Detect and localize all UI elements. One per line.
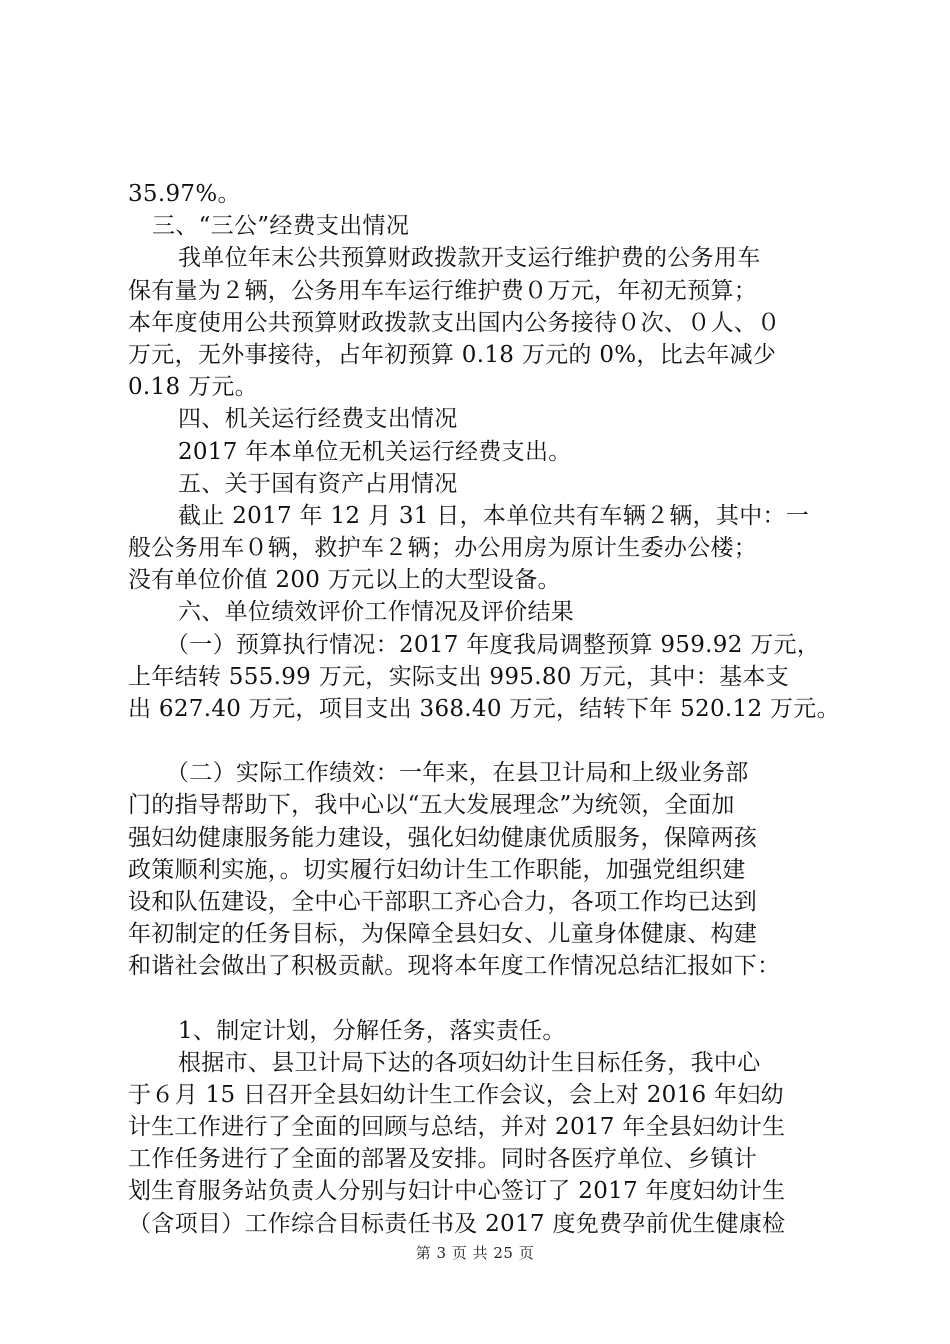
paragraph-line: 2017 年本单位无机关运行经费支出。 xyxy=(178,438,572,465)
paragraph-line: （二）实际工作绩效：一年来，在县卫计局和上级业务部 xyxy=(166,760,749,787)
paragraph-line: 本年度使用公共预算财政拨款支出国内公务接待０次、０人、０ xyxy=(128,309,781,336)
paragraph-line: 般公务用车０辆，救护车２辆；办公用房为原计生委办公楼； xyxy=(128,535,758,562)
paragraph-gap xyxy=(128,725,848,757)
paragraph-line: 和谐社会做出了积极贡献。现将本年度工作情况总结汇报如下： xyxy=(128,953,781,980)
paragraph-line: 没有单位价值 200 万元以上的大型设备。 xyxy=(128,567,561,594)
paragraph-line: 保有量为２辆，公务用车车运行维护费０万元，年初无预算； xyxy=(128,277,758,304)
section-heading: 五、关于国有资产占用情况 xyxy=(178,470,458,497)
paragraph-line: 年初制定的任务目标，为保障全县妇女、儿童身体健康、构建 xyxy=(128,921,758,948)
paragraph-line: 根据市、县卫计局下达的各项妇幼计生目标任务，我中心 xyxy=(178,1049,761,1076)
paragraph-line: 于６月 15 日召开全县妇幼计生工作会议，会上对 2016 年妇幼 xyxy=(128,1081,784,1108)
paragraph-line: 政策顺利实施，。切实履行妇幼计生工作职能，加强党组织建 xyxy=(128,856,746,883)
paragraph-line: 强妇幼健康服务能力建设，强化妇幼健康优质服务，保障两孩 xyxy=(128,824,758,851)
paragraph-gap xyxy=(128,983,848,1015)
paragraph-line: 出 627.40 万元，项目支出 368.40 万元，结转下年 520.12 万元。 xyxy=(128,696,840,722)
text-line: 35.97%。 xyxy=(128,181,241,207)
section-heading: 六、单位绩效评价工作情况及评价结果 xyxy=(178,599,575,626)
paragraph-line: 0.18 万元。 xyxy=(128,374,258,401)
paragraph-line: （含项目）工作综合目标责任书及 2017 度免费孕前优生健康检 xyxy=(128,1210,786,1237)
paragraph-line: 门的指导帮助下，我中心以“五大发展理念”为统领，全面加 xyxy=(128,792,735,819)
paragraph-line: 划生育服务站负责人分别与妇计中心签订了 2017 年度妇幼计生 xyxy=(128,1178,786,1205)
page-number-footer: 第 3 页 共 25 页 xyxy=(415,1244,535,1262)
paragraph-line: 我单位年末公共预算财政拨款开支运行维护费的公务用车 xyxy=(178,245,761,272)
document-body xyxy=(128,178,848,1240)
section-heading: 三、“三公”经费支出情况 xyxy=(152,213,410,240)
paragraph-line: 工作任务进行了全面的部署及安排。同时各医疗单位、乡镇计 xyxy=(128,1146,758,1173)
paragraph-line: 截止 2017 年 12 月 31 日，本单位共有车辆２辆，其中：一 xyxy=(178,502,810,529)
paragraph-line: 计生工作进行了全面的回顾与总结，并对 2017 年全县妇幼计生 xyxy=(128,1114,786,1141)
paragraph-line: 设和队伍建设，全中心干部职工齐心合力，各项工作均已达到 xyxy=(128,888,758,915)
paragraph-line: 上年结转 555.99 万元，实际支出 995.80 万元，其中：基本支 xyxy=(128,663,789,690)
section-heading: 四、机关运行经费支出情况 xyxy=(178,406,458,433)
paragraph-line: 万元，无外事接待，占年初预算 0.18 万元的 0%，比去年减少 xyxy=(128,341,777,368)
paragraph-line: （一）预算执行情况：2017 年度我局调整预算 959.92 万元， xyxy=(166,631,821,658)
section-heading: 1、制定计划，分解任务，落实责任。 xyxy=(178,1017,566,1044)
